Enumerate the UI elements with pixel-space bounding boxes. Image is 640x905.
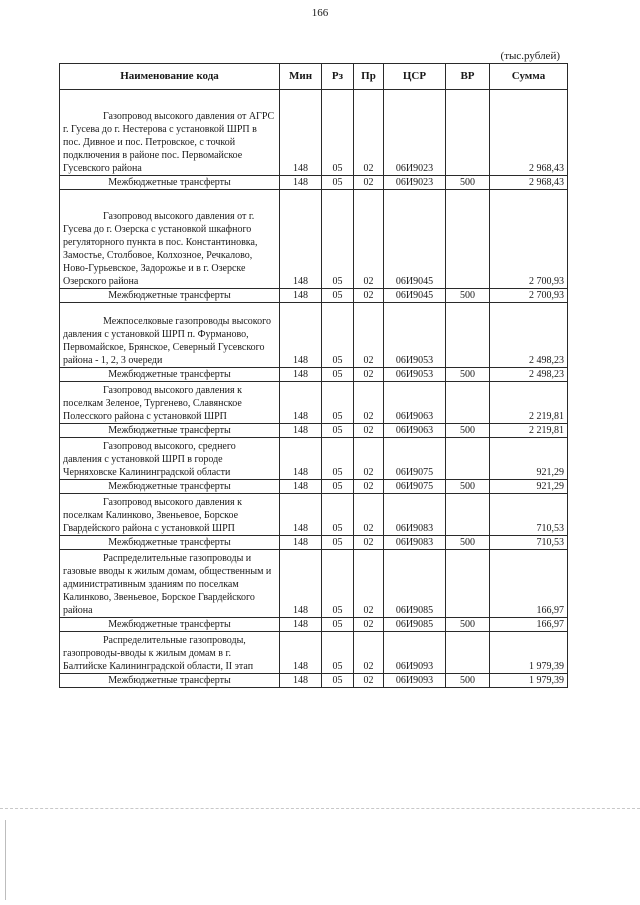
table-row <box>60 550 568 618</box>
transfer-pr: 02 <box>354 674 384 688</box>
row-sum: 2 968,43 <box>490 90 568 176</box>
transfer-sum: 166,97 <box>490 618 568 632</box>
row-vr <box>446 90 490 176</box>
row-vr <box>446 190 490 289</box>
row-min: 148 <box>280 382 322 424</box>
budget-table <box>59 63 568 688</box>
transfer-rz: 05 <box>322 176 354 190</box>
row-pr: 02 <box>354 382 384 424</box>
row-sum: 2 700,93 <box>490 190 568 289</box>
row-name-cell <box>60 382 280 424</box>
transfer-name: Межбюджетные трансферты <box>60 368 280 382</box>
header-sum: Сумма <box>490 64 568 90</box>
page-number: 166 <box>311 7 329 19</box>
row-name: Межпоселковые газопроводы высокого давления с установкой ШРП п. Фурманово, Первомайское, Брянское, Северный Гусевского района - 1, 2, 3 очереди <box>63 316 271 366</box>
transfer-rz: 05 <box>322 480 354 494</box>
row-csr: 06И9085 <box>384 550 446 618</box>
row-csr: 06И9053 <box>384 303 446 368</box>
row-min: 148 <box>280 90 322 176</box>
table-row <box>60 90 568 176</box>
row-csr: 06И9023 <box>384 90 446 176</box>
row-min: 148 <box>280 190 322 289</box>
transfer-rz: 05 <box>322 536 354 550</box>
row-pr: 02 <box>354 190 384 289</box>
row-name: Распределительные газопроводы, газопроводы-вводы к жилым домам в г. Балтийске Калининградской области, II этап <box>63 635 254 672</box>
row-rz: 05 <box>322 382 354 424</box>
transfer-sum: 921,29 <box>490 480 568 494</box>
transfer-pr: 02 <box>354 176 384 190</box>
transfer-csr: 06И9083 <box>384 536 446 550</box>
transfer-pr: 02 <box>354 480 384 494</box>
row-name-cell <box>60 632 280 674</box>
transfer-rz: 05 <box>322 618 354 632</box>
row-rz: 05 <box>322 494 354 536</box>
transfer-rz: 05 <box>322 368 354 382</box>
units-label: (тыс.рублей) <box>500 50 560 62</box>
row-sum: 166,97 <box>490 550 568 618</box>
transfer-row <box>60 368 568 382</box>
row-min: 148 <box>280 550 322 618</box>
row-sum: 2 498,23 <box>490 303 568 368</box>
transfer-min: 148 <box>280 480 322 494</box>
transfer-vr: 500 <box>446 289 490 303</box>
row-csr: 06И9093 <box>384 632 446 674</box>
row-name: Газопровод высокого давления от АГРС г. Гусева до г. Нестерова с установкой ШРП в пос. Дивное и пос. Петровское, с точкой подключения в районе пос. Первомайское Гусевского района <box>63 111 275 174</box>
transfer-row <box>60 289 568 303</box>
transfer-csr: 06И9085 <box>384 618 446 632</box>
transfer-pr: 02 <box>354 536 384 550</box>
transfer-sum: 2 219,81 <box>490 424 568 438</box>
transfer-pr: 02 <box>354 368 384 382</box>
row-vr <box>446 494 490 536</box>
scan-artifact-line <box>0 808 640 809</box>
header-csr: ЦСР <box>384 64 446 90</box>
transfer-sum: 1 979,39 <box>490 674 568 688</box>
row-sum: 1 979,39 <box>490 632 568 674</box>
transfer-vr: 500 <box>446 618 490 632</box>
table-row <box>60 190 568 289</box>
transfer-pr: 02 <box>354 618 384 632</box>
row-pr: 02 <box>354 90 384 176</box>
row-name-cell <box>60 190 280 289</box>
row-rz: 05 <box>322 190 354 289</box>
row-name-cell <box>60 438 280 480</box>
transfer-row <box>60 618 568 632</box>
transfer-rz: 05 <box>322 674 354 688</box>
row-vr <box>446 632 490 674</box>
table-row <box>60 303 568 368</box>
row-csr: 06И9075 <box>384 438 446 480</box>
row-rz: 05 <box>322 632 354 674</box>
transfer-vr: 500 <box>446 674 490 688</box>
row-sum: 710,53 <box>490 494 568 536</box>
transfer-name: Межбюджетные трансферты <box>60 424 280 438</box>
row-name: Газопровод высокого давления от г. Гусева до г. Озерска с установкой шкафного регуляторного пункта в пос. Константиновка, Замостье, Столбовое, Колхозное, Речкалово, Ново-Гурьевское, Задорожье и в г. Озерске Озерского района <box>63 211 258 287</box>
transfer-rz: 05 <box>322 289 354 303</box>
transfer-name: Межбюджетные трансферты <box>60 536 280 550</box>
transfer-min: 148 <box>280 424 322 438</box>
transfer-csr: 06И9075 <box>384 480 446 494</box>
row-min: 148 <box>280 303 322 368</box>
row-rz: 05 <box>322 303 354 368</box>
transfer-row <box>60 480 568 494</box>
row-vr <box>446 438 490 480</box>
transfer-csr: 06И9063 <box>384 424 446 438</box>
transfer-min: 148 <box>280 289 322 303</box>
transfer-min: 148 <box>280 368 322 382</box>
transfer-sum: 710,53 <box>490 536 568 550</box>
row-pr: 02 <box>354 438 384 480</box>
row-vr <box>446 550 490 618</box>
header-min: Мин <box>280 64 322 90</box>
row-rz: 05 <box>322 550 354 618</box>
transfer-row <box>60 424 568 438</box>
transfer-name: Межбюджетные трансферты <box>60 618 280 632</box>
row-name-cell <box>60 303 280 368</box>
transfer-vr: 500 <box>446 480 490 494</box>
row-sum: 921,29 <box>490 438 568 480</box>
transfer-sum: 2 968,43 <box>490 176 568 190</box>
transfer-sum: 2 498,23 <box>490 368 568 382</box>
table-row <box>60 438 568 480</box>
transfer-pr: 02 <box>354 289 384 303</box>
row-name: Газопровод высокого, среднего давления с установкой ШРП в городе Черняховске Калининградской области <box>63 441 236 478</box>
transfer-name: Межбюджетные трансферты <box>60 480 280 494</box>
row-pr: 02 <box>354 303 384 368</box>
table-body <box>60 90 568 688</box>
transfer-name: Межбюджетные трансферты <box>60 289 280 303</box>
transfer-min: 148 <box>280 536 322 550</box>
transfer-row <box>60 176 568 190</box>
row-csr: 06И9063 <box>384 382 446 424</box>
transfer-rz: 05 <box>322 424 354 438</box>
transfer-csr: 06И9053 <box>384 368 446 382</box>
row-name: Распределительные газопроводы и газовые вводы к жилым домам, общественным и административным зданиям по поселкам Калинково, Звеньевое, Борское Гвардейского района <box>63 553 272 616</box>
row-min: 148 <box>280 438 322 480</box>
transfer-name: Межбюджетные трансферты <box>60 674 280 688</box>
transfer-min: 148 <box>280 176 322 190</box>
header-pr: Пр <box>354 64 384 90</box>
transfer-csr: 06И9093 <box>384 674 446 688</box>
transfer-row <box>60 674 568 688</box>
table-row <box>60 382 568 424</box>
row-csr: 06И9045 <box>384 190 446 289</box>
transfer-vr: 500 <box>446 424 490 438</box>
row-name-cell <box>60 90 280 176</box>
transfer-pr: 02 <box>354 424 384 438</box>
row-rz: 05 <box>322 438 354 480</box>
row-pr: 02 <box>354 632 384 674</box>
table-row <box>60 494 568 536</box>
transfer-vr: 500 <box>446 176 490 190</box>
row-name: Газопровод высокого давления к поселкам Калинково, Звеньевое, Борское Гвардейского района с установкой ШРП <box>63 497 242 534</box>
row-name: Газопровод высокого давления к поселкам Зеленое, Тургенево, Славянское Полесского района с установкой ШРП <box>63 385 242 422</box>
transfer-csr: 06И9023 <box>384 176 446 190</box>
row-min: 148 <box>280 632 322 674</box>
transfer-vr: 500 <box>446 368 490 382</box>
transfer-csr: 06И9045 <box>384 289 446 303</box>
header-name: Наименование кода <box>60 64 280 90</box>
transfer-min: 148 <box>280 618 322 632</box>
transfer-row <box>60 536 568 550</box>
row-pr: 02 <box>354 550 384 618</box>
header-rz: Рз <box>322 64 354 90</box>
table-header-row <box>60 64 568 90</box>
table-row <box>60 632 568 674</box>
row-rz: 05 <box>322 90 354 176</box>
header-vr: ВР <box>446 64 490 90</box>
row-vr <box>446 303 490 368</box>
row-name-cell <box>60 494 280 536</box>
transfer-sum: 2 700,93 <box>490 289 568 303</box>
row-vr <box>446 382 490 424</box>
transfer-name: Межбюджетные трансферты <box>60 176 280 190</box>
row-pr: 02 <box>354 494 384 536</box>
transfer-min: 148 <box>280 674 322 688</box>
scan-artifact-edge <box>5 820 6 900</box>
row-name-cell <box>60 550 280 618</box>
row-sum: 2 219,81 <box>490 382 568 424</box>
row-min: 148 <box>280 494 322 536</box>
row-csr: 06И9083 <box>384 494 446 536</box>
transfer-vr: 500 <box>446 536 490 550</box>
